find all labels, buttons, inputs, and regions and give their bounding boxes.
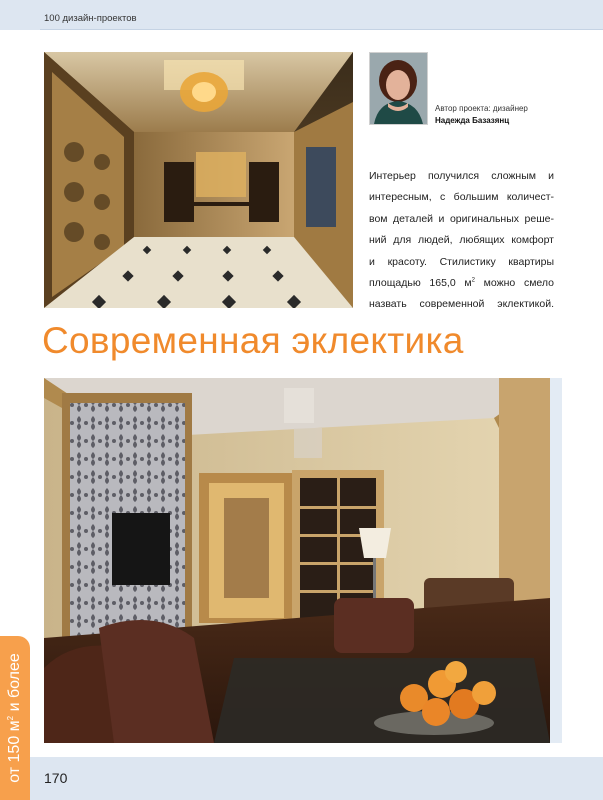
intro-line: назвать современной эклектикой. <box>369 298 554 311</box>
hallway-photo <box>44 52 353 308</box>
living-room-photo <box>44 378 550 743</box>
intro-line: Интерьер получился сложным и <box>369 170 554 182</box>
page-number: 170 <box>44 770 68 786</box>
author-name: Надежда Базазянц <box>435 116 510 125</box>
photo-side-strip <box>550 378 562 743</box>
author-portrait <box>369 52 428 125</box>
intro-line: интересным, с большим количест- <box>369 191 554 204</box>
section-tab-label: от 150 $м^2$ и более <box>5 653 24 783</box>
intro-paragraph <box>369 166 554 316</box>
intro-line: ний для людей, любящих комфорт <box>369 234 554 247</box>
article-headline: Современная эклектика <box>42 320 464 361</box>
intro-line: площадью 165,0 $м^2$ можно смело <box>369 277 554 290</box>
footer-band <box>0 757 603 800</box>
intro-line: вом деталей и оригинальных реше- <box>369 212 554 225</box>
running-header: 100 дизайн-проектов <box>44 13 137 24</box>
author-role: Автор проекта: дизайнер <box>435 104 528 113</box>
header-rule <box>40 29 603 30</box>
intro-line: и красоту. Стилистику квартиры <box>369 255 554 268</box>
